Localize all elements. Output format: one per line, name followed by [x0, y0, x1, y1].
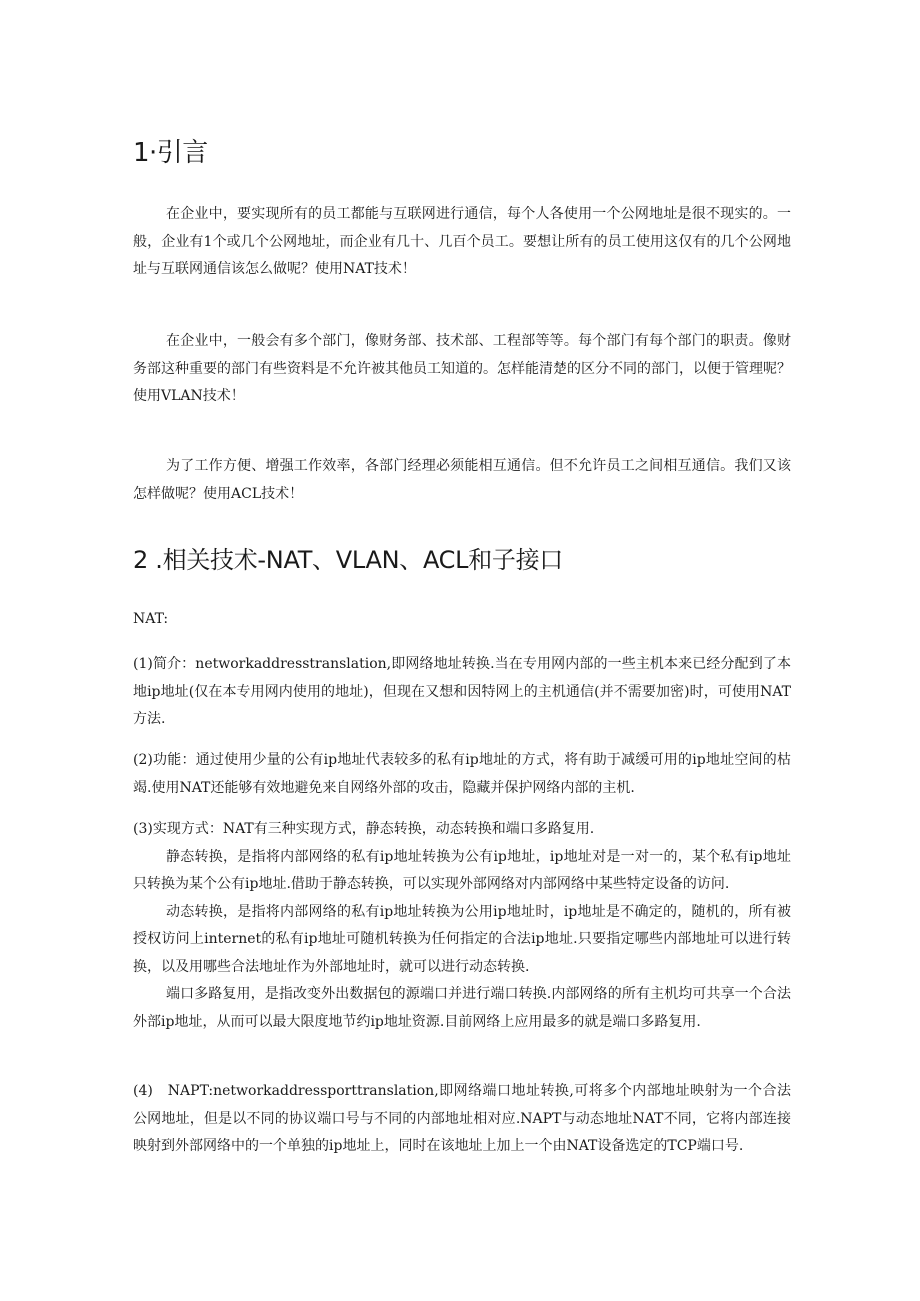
paragraph-text: (1)简介：networkaddresstranslation,即网络地址转换.当在专用网内部的一些主机本来已经分配到了本地ip地址(仅在本专用网内使用的地址)，但现在又想和因特网上的主机通信(并不需要加密)时，可使用NAT方法.: [133, 656, 791, 727]
nat-label-block: [133, 606, 791, 634]
paragraph-text: (4) NAPT:networkaddressporttranslation,即网络端口地址转换,可将多个内部地址映射为一个合法公网地址，但是以不同的协议端口号与不同的内部地址相对应.NAPT与动态地址NAT不同，它将内部连接映射到外部网络中的一个单独的ip地址上，同时在该地址上加上一个由NAT设备选定的TCP端口号.: [133, 1083, 791, 1154]
paragraph-text: 在企业中，要实现所有的员工都能与互联网进行通信，每个人各使用一个公网地址是很不现实的。一般，企业有1个或几个公网地址，而企业有几十、几百个员工。要想让所有的员工使用这仅有的几个公网地址与互联网通信该怎么做呢？使用NAT技术！: [133, 206, 791, 277]
nat-item-2: [133, 747, 791, 802]
nat-item-1: [133, 651, 791, 734]
port-multiplexing-text: 端口多路复用，是指改变外出数据包的源端口并进行端口转换.内部网络的所有主机均可共享一个合法外部ip地址，从而可以最大限度地节约ip地址资源.目前网络上应用最多的就是端口多路复用.: [133, 986, 791, 1030]
section1-heading: 1·引言: [133, 138, 208, 168]
nat-item-4: [133, 1078, 791, 1161]
paragraph-text: (2)功能：通过使用少量的公有ip地址代表较多的私有ip地址的方式，将有助于减缓可用的ip地址空间的枯竭.使用NAT还能够有效地避免来自网络外部的攻击，隐藏并保护网络内部的主机.: [133, 752, 791, 796]
section1-paragraph-1: [133, 201, 791, 284]
paragraph-text: 为了工作方便、增强工作效率，各部门经理必须能相互通信。但不允许员工之间相互通信。我们又该怎样做呢？使用ACL技术！: [133, 458, 791, 502]
section1-paragraph-3: [133, 453, 791, 508]
section1-paragraph-2: [133, 328, 791, 411]
dynamic-nat-text: 动态转换，是指将内部网络的私有ip地址转换为公用ip地址时，ip地址是不确定的，随机的，所有被授权访问上internet的私有ip地址可随机转换为任何指定的合法ip地址.只要指定哪些内部地址可以进行转换，以及用哪些合法地址作为外部地址时，就可以进行动态转换.: [133, 903, 791, 975]
paragraph-text: (3)实现方式：NAT有三种实现方式，静态转换，动态转换和端口多路复用.: [133, 821, 595, 837]
nat-label: NAT:: [133, 611, 169, 627]
static-nat-text: 静态转换，是指将内部网络的私有ip地址转换为公有ip地址，ip地址对是一对一的，某个私有ip地址只转换为某个公有ip地址.借助于静态转换，可以实现外部网络对内部网络中某些特定设备的访问.: [133, 848, 791, 892]
nat-item-3: [133, 816, 791, 1036]
paragraph-text: 在企业中，一般会有多个部门，像财务部、技术部、工程部等等。每个部门有每个部门的职责。像财务部这种重要的部门有些资料是不允许被其他员工知道的。怎样能清楚的区分不同的部门，以便于管理呢？使用VLAN技术！: [133, 333, 791, 404]
section2-heading: 2 .相关技术-NAT、VLAN、ACL和子接口: [133, 546, 563, 574]
